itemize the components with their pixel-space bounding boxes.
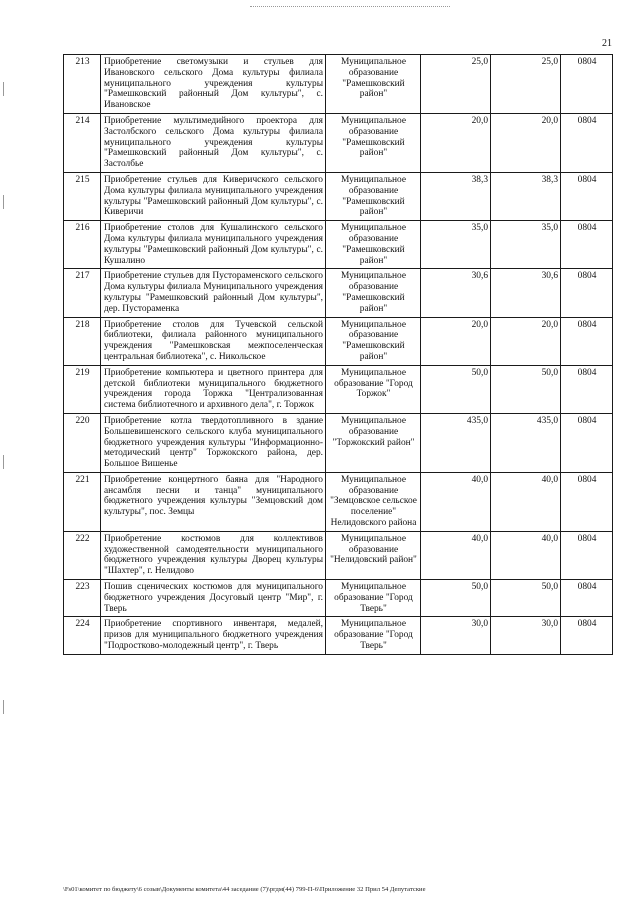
table-row bbox=[64, 221, 613, 269]
row-number: 217 bbox=[64, 269, 101, 317]
row-description: Приобретение стульев для Пустораменского сельского Дома культуры филиала Муниципального учреждения культуры "Рамешковский районный Дом культуры", дер. Пустораменка bbox=[101, 269, 326, 317]
table-row bbox=[64, 413, 613, 472]
row-recipient: Муниципальное образование "Рамешковский район" bbox=[326, 55, 421, 114]
appropriations-table bbox=[63, 54, 613, 655]
scan-artifact-margin bbox=[3, 455, 4, 469]
row-section-code: 0804 bbox=[561, 413, 613, 472]
row-amount-2: 40,0 bbox=[491, 472, 561, 531]
row-section-code: 0804 bbox=[561, 221, 613, 269]
row-recipient: Муниципальное образование "Рамешковский район" bbox=[326, 269, 421, 317]
row-number: 216 bbox=[64, 221, 101, 269]
row-amount-2: 35,0 bbox=[491, 221, 561, 269]
row-section-code: 0804 bbox=[561, 55, 613, 114]
row-recipient: Муниципальное образование "Город Тверь" bbox=[326, 617, 421, 654]
scan-artifact-margin bbox=[3, 82, 4, 96]
row-recipient: Муниципальное образование "Нелидовский район" bbox=[326, 531, 421, 579]
row-recipient: Муниципальное образование "Город Тверь" bbox=[326, 580, 421, 617]
row-description: Приобретение мультимедийного проектора для Застолбского сельского Дома культуры филиала муниципального учреждения культуры "Рамешковский районный Дом культуры", с. Застолбье bbox=[101, 113, 326, 172]
row-amount-2: 25,0 bbox=[491, 55, 561, 114]
row-amount-1: 50,0 bbox=[421, 365, 491, 413]
row-description: Приобретение стульев для Киверичского сельского Дома культуры филиала муниципального учреждения культуры "Рамешковский районный Дом культуры", с. Киверичи bbox=[101, 172, 326, 220]
row-number: 220 bbox=[64, 413, 101, 472]
row-section-code: 0804 bbox=[561, 172, 613, 220]
row-amount-1: 40,0 bbox=[421, 531, 491, 579]
row-amount-1: 30,0 bbox=[421, 617, 491, 654]
row-description: Приобретение котла твердотопливного в здание Большевишенского сельского клуба муниципального бюджетного учреждения культуры "Информационно-методический центр" Торжокского района, дер. Большое Вишенье bbox=[101, 413, 326, 472]
row-section-code: 0804 bbox=[561, 365, 613, 413]
table-row bbox=[64, 365, 613, 413]
row-section-code: 0804 bbox=[561, 113, 613, 172]
row-section-code: 0804 bbox=[561, 472, 613, 531]
row-section-code: 0804 bbox=[561, 317, 613, 365]
row-amount-1: 20,0 bbox=[421, 317, 491, 365]
row-description: Приобретение костюмов для коллективов художественной самодеятельности муниципального бюджетного учреждения культуры Дворец культуры "Шахтер", г. Нелидово bbox=[101, 531, 326, 579]
page-number: 21 bbox=[602, 38, 612, 49]
row-description: Приобретение столов для Кушалинского сельского Дома культуры филиала муниципального учреждения культуры "Рамешковский районный Дом культуры", с. Кушалино bbox=[101, 221, 326, 269]
row-amount-2: 20,0 bbox=[491, 317, 561, 365]
row-amount-1: 20,0 bbox=[421, 113, 491, 172]
table-row bbox=[64, 113, 613, 172]
row-amount-1: 35,0 bbox=[421, 221, 491, 269]
row-amount-2: 435,0 bbox=[491, 413, 561, 472]
scan-artifact-margin bbox=[3, 700, 4, 714]
table-row bbox=[64, 531, 613, 579]
row-amount-1: 38,3 bbox=[421, 172, 491, 220]
row-description: Приобретение компьютера и цветного принтера для детской библиотеки муниципального бюджетного учреждения города Торжка "Централизованная система библиотечного и архивного дела", г. Торжок bbox=[101, 365, 326, 413]
row-amount-2: 30,6 bbox=[491, 269, 561, 317]
scan-artifact-top bbox=[250, 6, 450, 8]
row-amount-1: 40,0 bbox=[421, 472, 491, 531]
table-row bbox=[64, 269, 613, 317]
row-amount-2: 20,0 bbox=[491, 113, 561, 172]
row-section-code: 0804 bbox=[561, 580, 613, 617]
row-section-code: 0804 bbox=[561, 617, 613, 654]
row-number: 223 bbox=[64, 580, 101, 617]
row-number: 213 bbox=[64, 55, 101, 114]
row-recipient: Муниципальное образование "Земцовское сельское поселение" Нелидовского района bbox=[326, 472, 421, 531]
row-amount-2: 50,0 bbox=[491, 365, 561, 413]
row-recipient: Муниципальное образование "Рамешковский район" bbox=[326, 172, 421, 220]
row-description: Приобретение спортивного инвентаря, медалей, призов для муниципального бюджетного учреждения "Подростково-молодежный центр", г. Тверь bbox=[101, 617, 326, 654]
row-amount-1: 435,0 bbox=[421, 413, 491, 472]
row-section-code: 0804 bbox=[561, 269, 613, 317]
row-recipient: Муниципальное образование "Рамешковский район" bbox=[326, 221, 421, 269]
row-amount-2: 38,3 bbox=[491, 172, 561, 220]
table-row bbox=[64, 172, 613, 220]
row-number: 218 bbox=[64, 317, 101, 365]
row-number: 219 bbox=[64, 365, 101, 413]
row-description: Пошив сценических костюмов для муниципального бюджетного учреждения Досуговый центр "Мир", г. Тверь bbox=[101, 580, 326, 617]
row-recipient: Муниципальное образование "Торжокский район" bbox=[326, 413, 421, 472]
row-number: 222 bbox=[64, 531, 101, 579]
row-amount-1: 25,0 bbox=[421, 55, 491, 114]
row-description: Приобретение концертного баяна для "Народного ансамбля песни и танца" муниципального бюджетного учреждения культуры "Земцовский дом культуры", пос. Земцы bbox=[101, 472, 326, 531]
row-section-code: 0804 bbox=[561, 531, 613, 579]
row-description: Приобретение светомузыки и стульев для Ивановского сельского Дома культуры филиала муниципального учреждения культуры "Рамешковский районный Дом культуры", с. Ивановское bbox=[101, 55, 326, 114]
table-row bbox=[64, 317, 613, 365]
table-row bbox=[64, 617, 613, 654]
row-amount-1: 50,0 bbox=[421, 580, 491, 617]
row-recipient: Муниципальное образование "Город Торжок" bbox=[326, 365, 421, 413]
scan-artifact-margin bbox=[3, 195, 4, 209]
row-recipient: Муниципальное образование "Рамешковский район" bbox=[326, 113, 421, 172]
table-row bbox=[64, 472, 613, 531]
file-path-footer: \Fs01\комитет по бюджету\6 созыв\Документы комитета\44 заседание (7)\ргдм(44) 799-П-6\Приложение 32 Прил 54 Депутатские bbox=[63, 886, 426, 893]
row-number: 224 bbox=[64, 617, 101, 654]
table-row bbox=[64, 580, 613, 617]
row-description: Приобретение столов для Тучевской сельской библиотеки, филиала районного муниципального учреждения "Рамешковская межпоселенческая центральная библиотека", с. Никольское bbox=[101, 317, 326, 365]
row-amount-2: 30,0 bbox=[491, 617, 561, 654]
row-recipient: Муниципальное образование "Рамешковский район" bbox=[326, 317, 421, 365]
row-number: 215 bbox=[64, 172, 101, 220]
table-row bbox=[64, 55, 613, 114]
row-amount-2: 40,0 bbox=[491, 531, 561, 579]
row-number: 221 bbox=[64, 472, 101, 531]
row-amount-1: 30,6 bbox=[421, 269, 491, 317]
row-amount-2: 50,0 bbox=[491, 580, 561, 617]
row-number: 214 bbox=[64, 113, 101, 172]
